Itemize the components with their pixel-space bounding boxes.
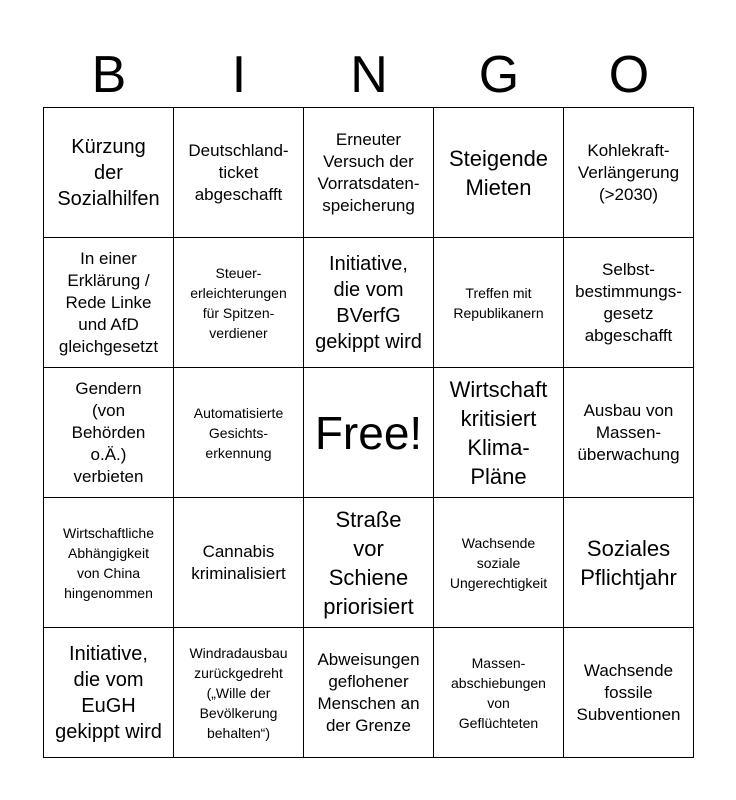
cell-text: Massen- abschiebungen von Geflüchteten	[451, 654, 546, 731]
bingo-cell[interactable]	[44, 108, 174, 238]
cell-text: Wachsende soziale Ungerechtigkeit	[449, 534, 548, 591]
bingo-cell[interactable]	[44, 368, 174, 498]
bingo-cell[interactable]	[304, 238, 434, 368]
bingo-cell[interactable]	[174, 628, 304, 758]
bingo-cell[interactable]	[564, 368, 694, 498]
cell-text: Kohlekraft- Verlängerung (>2030)	[577, 140, 680, 204]
cell-text: Automatisierte Gesichts- erkennung	[193, 404, 284, 461]
bingo-cell[interactable]	[174, 108, 304, 238]
bingo-cell[interactable]	[304, 108, 434, 238]
free-space[interactable]	[304, 368, 434, 498]
bingo-cell[interactable]	[564, 498, 694, 628]
cell-text: Steuer- erleichterungen für Spitzen- verdiener	[190, 264, 287, 341]
cell-text: Cannabis kriminalisiert	[191, 541, 286, 583]
cell-text: Initiative, die vom EuGH gekippt wird	[55, 642, 162, 743]
bingo-cell[interactable]	[564, 628, 694, 758]
cell-text: Erneuter Versuch der Vorratsdaten- speicherung	[317, 129, 420, 215]
bingo-cell[interactable]	[174, 238, 304, 368]
bingo-cell[interactable]	[434, 238, 564, 368]
cell-text: Wirtschaftliche Abhängigkeit von China hingenommen	[62, 524, 155, 601]
bingo-cell[interactable]	[434, 108, 564, 238]
bingo-header	[44, 44, 694, 106]
cell-text: Steigende Mieten	[448, 145, 549, 200]
cell-text: In einer Erklärung / Rede Linke und AfD gleichgesetzt	[58, 248, 159, 356]
bingo-cell[interactable]	[434, 368, 564, 498]
cell-text: Abweisungen geflohener Menschen an der Grenze	[317, 649, 420, 735]
header-letter-n: N	[350, 46, 388, 104]
free-text: Free!	[314, 406, 423, 459]
header-letter-b: B	[91, 46, 127, 104]
cell-text: Selbst- bestimmungs- gesetz abgeschafft	[575, 259, 682, 345]
cell-text: Ausbau von Massen- überwachung	[577, 400, 680, 464]
bingo-cell[interactable]	[44, 238, 174, 368]
header-letter-g: G	[478, 46, 520, 104]
bingo-cell[interactable]	[564, 108, 694, 238]
bingo-cell[interactable]	[304, 628, 434, 758]
header-letter-o: O	[608, 46, 650, 104]
bingo-cell[interactable]	[174, 498, 304, 628]
cell-text: Deutschland- ticket abgeschafft	[188, 140, 289, 204]
cell-text: Treffen mit Republikanern	[453, 284, 544, 321]
cell-text: Soziales Pflichtjahr	[580, 535, 677, 590]
cell-text: Wirtschaft kritisiert Klima- Pläne	[449, 376, 548, 489]
cell-text: Gendern (von Behörden o.Ä.) verbieten	[71, 378, 146, 486]
bingo-cell[interactable]	[434, 498, 564, 628]
header-letter-i: I	[231, 46, 247, 104]
cell-text: Straße vor Schiene priorisiert	[323, 506, 414, 619]
bingo-card	[43, 107, 694, 758]
cell-text: Kürzung der Sozialhilfen	[57, 135, 160, 210]
cell-text: Initiative, die vom BVerfG gekippt wird	[315, 252, 422, 353]
cell-text: Wachsende fossile Subventionen	[576, 660, 681, 724]
bingo-cell[interactable]	[434, 628, 564, 758]
cell-text: Windradausbau zurückgedreht („Wille der Bevölkerung behalten“)	[189, 644, 288, 741]
bingo-cell[interactable]	[304, 498, 434, 628]
bingo-cell[interactable]	[44, 628, 174, 758]
bingo-cell[interactable]	[174, 368, 304, 498]
bingo-cell[interactable]	[44, 498, 174, 628]
bingo-cell[interactable]	[564, 238, 694, 368]
